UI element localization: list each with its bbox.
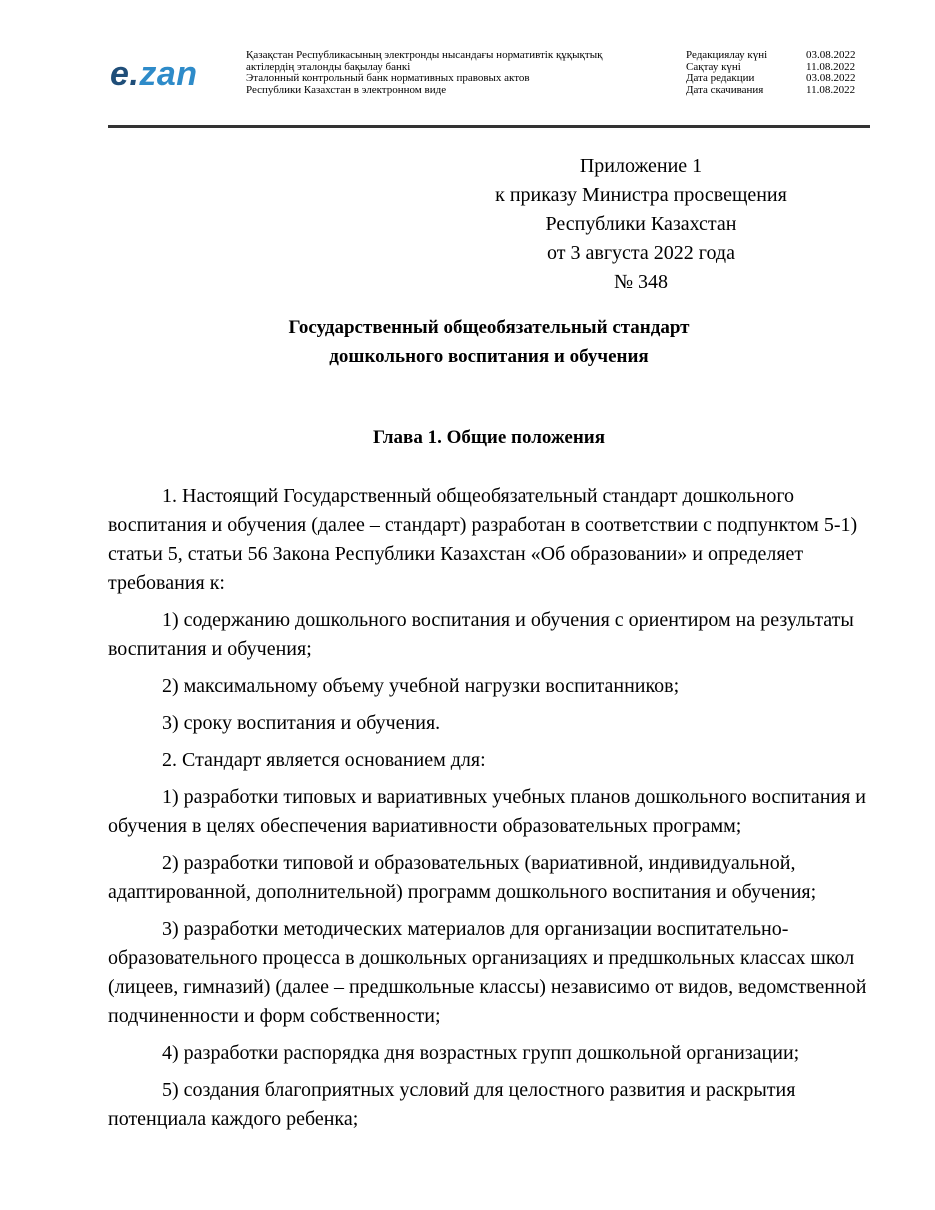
appendix-line: Приложение 1 — [579, 155, 703, 177]
meta-label: Сақтау күні — [686, 60, 741, 73]
date-metadata — [686, 50, 870, 96]
meta-label: Дата редакции — [686, 72, 755, 85]
appendix-line: № 348 — [613, 271, 669, 293]
header-divider — [108, 125, 870, 128]
meta-value: 03.08.2022 — [806, 72, 856, 85]
paragraph: 1) разработки типовых и вариативных учебных планов дошкольного воспитания и обучения в целях обеспечения вариативности образовательных программ; — [108, 786, 867, 837]
org-line: Эталонный контрольный банк нормативных правовых актов — [246, 72, 530, 85]
ezan-logo[interactable] — [110, 54, 198, 94]
logo-part-e: e. — [110, 55, 140, 93]
paragraph: 4) разработки распорядка дня возрастных групп дошкольной организации; — [162, 1042, 800, 1064]
logo-part-zan: zan — [139, 55, 198, 93]
appendix-reference — [452, 152, 830, 297]
paragraph: 1. Настоящий Государственный общеобязательный стандарт дошкольного воспитания и обучения (далее – стандарт) разработан в соответствии с подпунктом 5-1) статьи 5, статьи 56 Закона Республики Казахстан «Об образовании» и определяет требования к: — [108, 485, 858, 594]
document-body — [108, 482, 870, 1142]
chapter-heading: Глава 1. Общие положения — [372, 427, 606, 448]
meta-value: 11.08.2022 — [806, 60, 856, 73]
title-line: Государственный общеобязательный стандарт — [288, 317, 690, 338]
meta-label: Редакциялау күні — [686, 49, 768, 61]
paragraph: 2) разработки типовой и образовательных (вариативной, индивидуальной, адаптированной, дополнительной) программ дошкольного воспитания и обучения; — [108, 852, 817, 903]
paragraph: 2) максимальному объему учебной нагрузки воспитанников; — [162, 675, 680, 697]
paragraph: 5) создания благоприятных условий для целостного развития и раскрытия потенциала каждого ребенка; — [108, 1079, 796, 1130]
paragraph: 1) содержанию дошкольного воспитания и обучения с ориентиром на результаты воспитания и обучения; — [108, 609, 854, 660]
org-line: Қазақстан Республикасының электронды нысандағы нормативтік құқықтық — [246, 49, 603, 61]
appendix-line: от 3 августа 2022 года — [547, 242, 735, 264]
meta-row — [686, 50, 870, 62]
meta-label: Дата скачивания — [686, 83, 764, 96]
meta-value: 11.08.2022 — [806, 83, 856, 96]
meta-row — [686, 85, 870, 97]
paragraph: 2. Стандарт является основанием для: — [162, 749, 486, 771]
appendix-line: к приказу Министра просвещения — [495, 184, 787, 206]
appendix-line: Республики Казахстан — [545, 213, 737, 235]
org-line: Республики Казахстан в электронном виде — [246, 83, 447, 96]
title-line: дошкольного воспитания и обучения — [329, 346, 649, 367]
document-title — [108, 313, 870, 371]
org-line: актілердің эталонды бақылау банкі — [246, 60, 411, 73]
meta-value: 03.08.2022 — [806, 49, 856, 61]
paragraph: 3) сроку воспитания и обучения. — [162, 712, 441, 734]
org-description — [246, 50, 656, 96]
paragraph: 3) разработки методических материалов для организации воспитательно-образовательного процесса в дошкольных организациях и предшкольных классах школ (лицеев, гимназий) (далее – предшкольные классы) независимо от видов, ведомственной подчиненности и форм собственности; — [108, 918, 867, 1027]
document-header — [108, 46, 870, 128]
